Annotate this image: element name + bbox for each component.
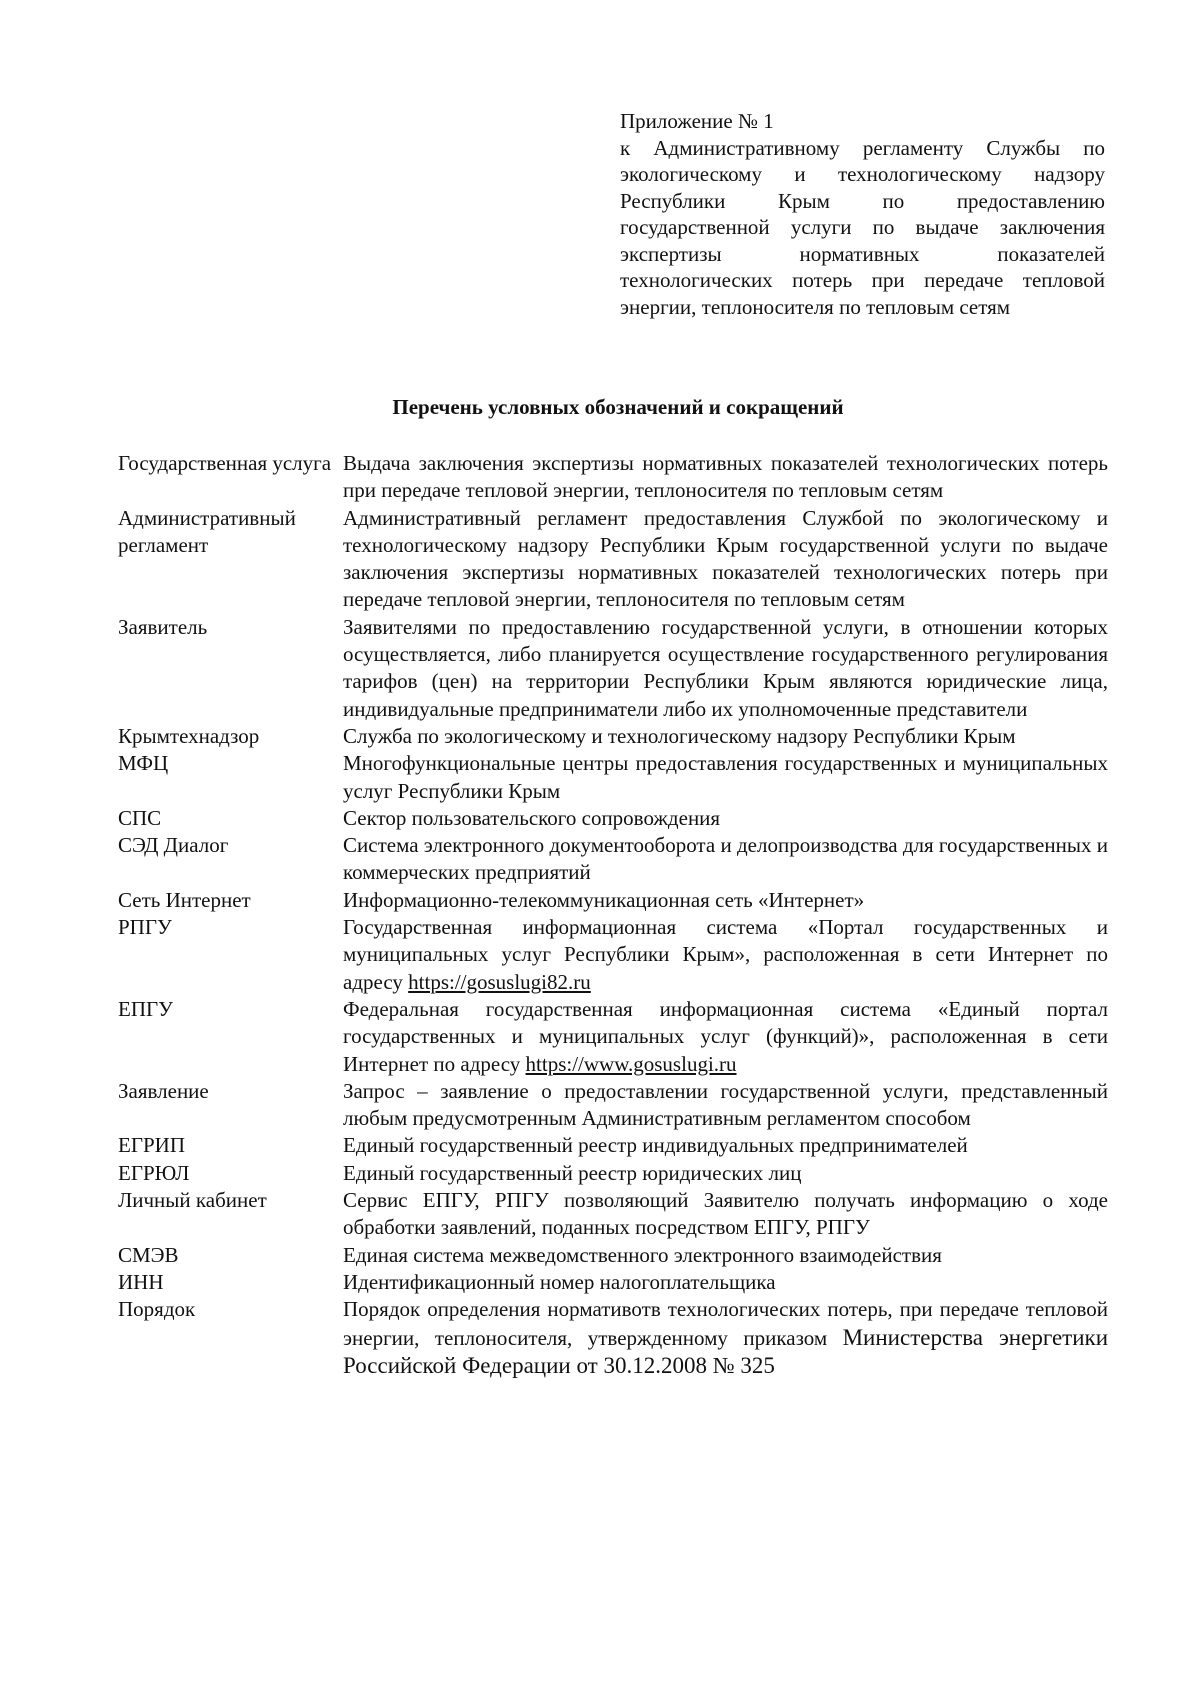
abbreviation-definition — [343, 723, 1108, 750]
abbreviation-definition — [343, 505, 1108, 614]
abbreviation-definition — [343, 1160, 1108, 1187]
abbreviation-definition — [343, 1242, 1108, 1269]
abbreviation-definition — [343, 614, 1108, 723]
abbreviation-row — [118, 1242, 1108, 1269]
definition-text: Служба по экологическому и технологическому надзору Республики Крым — [343, 723, 1016, 748]
abbreviation-term: Заявление — [118, 1078, 209, 1103]
abbreviation-row — [118, 1160, 1108, 1187]
abbreviation-term: Порядок — [118, 1297, 196, 1322]
abbreviation-row — [118, 1269, 1108, 1296]
definition-text: Единый государственный реестр индивидуальных предпринимателей — [343, 1133, 968, 1158]
appendix-reference: к Административному регламенту Службы по экологическому и технологическому надзору Республики Крым по предоставлению государственной услуги по выдаче заключения экспертизы нормативных показателей технологических потерь при передаче тепловой энергии, теплоносителя по тепловым сетям — [620, 135, 1105, 319]
definition-text: Федеральная государственная информационная система «Единый портал государственных и муниципальных услуг (функций)», расположенная в сети Интернет по адресу — [343, 996, 1108, 1076]
definition-text: Сектор пользовательского сопровождения — [343, 805, 721, 830]
abbreviation-term: ЕПГУ — [118, 996, 174, 1021]
definition-text: Единый государственный реестр юридических лиц — [343, 1160, 802, 1185]
definition-text: Государственная информационная система «Портал государственных и муниципальных услуг Республики Крым», расположенная в сети Интернет по адресу — [343, 915, 1108, 994]
abbreviation-row — [118, 750, 1108, 805]
abbreviation-term: Крымтехнадзор — [118, 723, 260, 748]
definition-text: Административный регламент предоставления Службой по экологическому и технологическому надзору Республики Крым государственной услуги по выдаче заключения экспертизы нормативных показателей технологических потерь при передаче тепловой энергии, теплоносителя по тепловым сетям — [343, 505, 1108, 612]
abbreviation-definition — [343, 1296, 1108, 1380]
abbreviation-term: Заявитель — [118, 614, 208, 639]
abbreviation-term: Государственная услуга — [118, 451, 332, 475]
url-link[interactable]: https://gosuslugi82.ru — [408, 969, 591, 994]
abbreviation-definition — [343, 1078, 1108, 1133]
abbreviation-definition — [343, 750, 1108, 805]
abbreviation-row — [118, 1078, 1108, 1133]
url-link[interactable]: https://www.gosuslugi.ru — [525, 1051, 737, 1076]
definition-text: Выдача заключения экспертизы нормативных показателей технологических потерь при передаче тепловой энергии, теплоносителя по тепловым сетям — [343, 451, 1108, 503]
abbreviation-definition — [343, 450, 1108, 505]
document-title: Перечень условных обозначений и сокращений — [392, 395, 844, 419]
definition-text: Сервис ЕПГУ, РПГУ позволяющий Заявителю получать информацию о ходе обработки заявлений, поданных посредством ЕПГУ, РПГУ — [343, 1188, 1108, 1240]
abbreviation-term: СПС — [118, 805, 162, 830]
definition-text: Запрос – заявление о предоставлении государственной услуги, представленный любым предусмотренным Административным регламентом способом — [343, 1078, 1108, 1131]
abbreviation-list — [118, 450, 1108, 1380]
abbreviation-term: ЕГРИП — [118, 1133, 185, 1158]
definition-text: Единая система межведомственного электронного взаимодействия — [343, 1242, 942, 1267]
abbreviation-term: СЭД Диалог — [118, 833, 229, 858]
abbreviation-definition — [343, 996, 1108, 1078]
abbreviation-definition — [343, 1132, 1108, 1159]
definition-text: Порядок определения нормативотв технологических потерь, при передаче тепловой энергии, теплоносителя, утвержденному приказом — [343, 1297, 1108, 1350]
abbreviation-row — [118, 805, 1108, 832]
abbreviation-definition — [343, 805, 1108, 832]
definition-text: Заявителями по предоставлению государственной услуги, в отношении которых осуществляется, либо планируется осуществление государственного регулирования тарифов (цен) на территории Республики Крым являются юридические лица, индивидуальные предприниматели либо их уполномоченные представители — [343, 614, 1108, 721]
definition-text: Многофункциональные центры предоставления государственных и муниципальных услуг Республики Крым — [343, 751, 1108, 803]
abbreviation-term: МФЦ — [118, 751, 169, 776]
abbreviation-definition — [343, 1269, 1108, 1296]
abbreviation-row — [118, 914, 1108, 996]
appendix-number: Приложение № 1 — [620, 109, 774, 133]
abbreviation-term: ИНН — [118, 1269, 164, 1294]
abbreviation-row — [118, 1132, 1108, 1159]
abbreviation-row — [118, 723, 1108, 750]
abbreviation-definition — [343, 832, 1108, 887]
definition-text: Информационно-телекоммуникационная сеть «Интернет» — [343, 887, 865, 912]
abbreviation-definition — [343, 887, 1108, 914]
definition-text: Идентификационный номер налогоплательщика — [343, 1269, 776, 1294]
abbreviation-term: Административный регламент — [118, 505, 296, 557]
abbreviation-row — [118, 996, 1108, 1078]
definition-tail: Министерства энергетики Российской Федерации от 30.12.2008 № 325 — [343, 1324, 1109, 1378]
abbreviation-term: Личный кабинет — [118, 1188, 267, 1213]
abbreviation-term: РПГУ — [118, 915, 172, 940]
abbreviation-definition — [343, 914, 1108, 996]
abbreviation-row — [118, 887, 1108, 914]
abbreviation-definition — [343, 1187, 1108, 1242]
abbreviation-row — [118, 505, 1108, 614]
abbreviation-term: СМЭВ — [118, 1242, 179, 1267]
abbreviation-term: Сеть Интернет — [118, 887, 251, 912]
abbreviation-term: ЕГРЮЛ — [118, 1160, 190, 1185]
definition-text: Система электронного документооборота и делопроизводства для государственных и коммерческих предприятий — [343, 833, 1108, 885]
abbreviation-row — [118, 450, 1108, 505]
abbreviation-row — [118, 1187, 1108, 1242]
abbreviation-row — [118, 832, 1108, 887]
abbreviation-row — [118, 614, 1108, 723]
appendix-header — [620, 108, 1105, 320]
abbreviation-row — [118, 1296, 1108, 1380]
